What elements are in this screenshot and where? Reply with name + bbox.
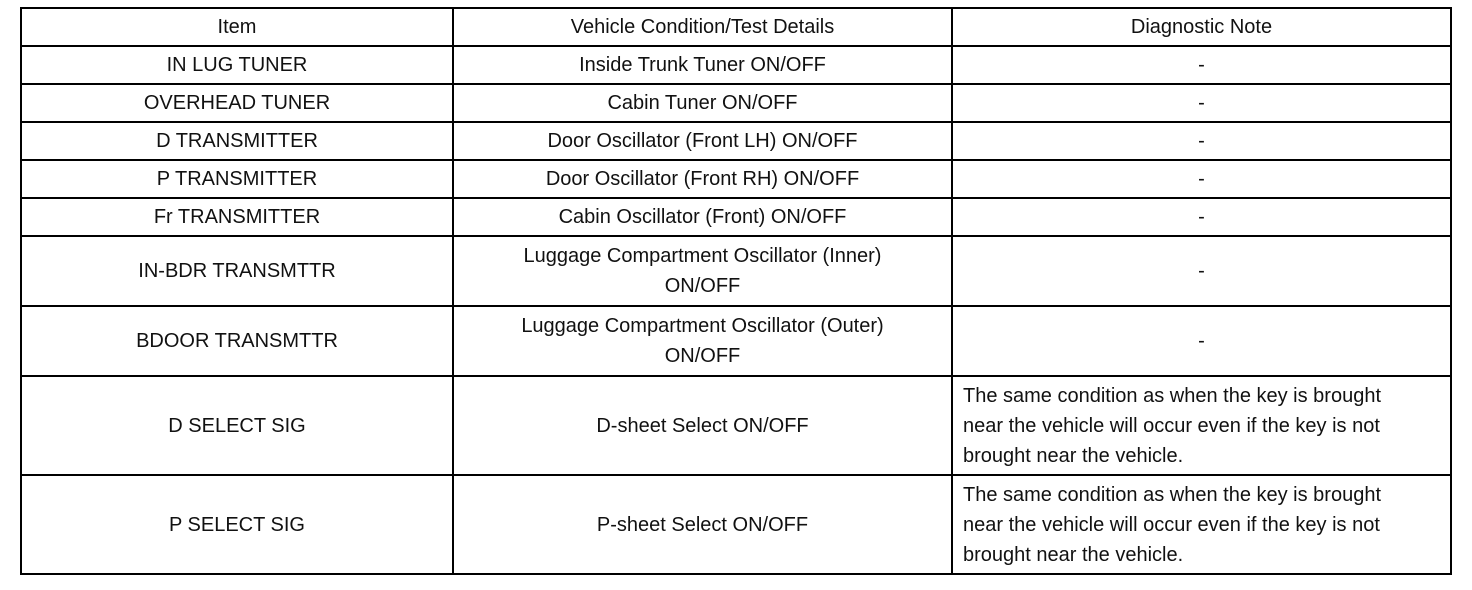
condition-cell: Luggage Compartment Oscillator (Inner) ON/OFF (453, 236, 952, 306)
item-cell: D SELECT SIG (21, 376, 453, 475)
item-cell: BDOOR TRANSMTTR (21, 306, 453, 376)
note-cell: The same condition as when the key is brought near the vehicle will occur even if the key is not brought near the vehicle. (952, 376, 1451, 475)
diagnostic-table (20, 7, 1452, 575)
table-header-row (21, 8, 1451, 46)
item-cell: D TRANSMITTER (21, 122, 453, 160)
item-cell: OVERHEAD TUNER (21, 84, 453, 122)
header-note: Diagnostic Note (952, 8, 1451, 46)
note-cell: - (952, 198, 1451, 236)
condition-cell: Door Oscillator (Front LH) ON/OFF (453, 122, 952, 160)
item-cell: Fr TRANSMITTER (21, 198, 453, 236)
condition-cell: Inside Trunk Tuner ON/OFF (453, 46, 952, 84)
condition-cell: Cabin Oscillator (Front) ON/OFF (453, 198, 952, 236)
item-cell: IN-BDR TRANSMTTR (21, 236, 453, 306)
item-cell: P SELECT SIG (21, 475, 453, 574)
condition-cell: P-sheet Select ON/OFF (453, 475, 952, 574)
note-cell: - (952, 236, 1451, 306)
item-cell: P TRANSMITTER (21, 160, 453, 198)
note-cell: - (952, 160, 1451, 198)
table-row (21, 84, 1451, 122)
note-cell: - (952, 306, 1451, 376)
condition-cell: Door Oscillator (Front RH) ON/OFF (453, 160, 952, 198)
note-cell: - (952, 46, 1451, 84)
table-row (21, 160, 1451, 198)
table-row (21, 122, 1451, 160)
note-cell: - (952, 122, 1451, 160)
header-item: Item (21, 8, 453, 46)
condition-cell: Luggage Compartment Oscillator (Outer) ON/OFF (453, 306, 952, 376)
note-cell: The same condition as when the key is brought near the vehicle will occur even if the key is not brought near the vehicle. (952, 475, 1451, 574)
table-row (21, 306, 1451, 376)
table-row (21, 198, 1451, 236)
header-condition: Vehicle Condition/Test Details (453, 8, 952, 46)
table-row (21, 376, 1451, 475)
table-row (21, 236, 1451, 306)
condition-cell: D-sheet Select ON/OFF (453, 376, 952, 475)
condition-cell: Cabin Tuner ON/OFF (453, 84, 952, 122)
table-row (21, 46, 1451, 84)
item-cell: IN LUG TUNER (21, 46, 453, 84)
table-row (21, 475, 1451, 574)
note-cell: - (952, 84, 1451, 122)
